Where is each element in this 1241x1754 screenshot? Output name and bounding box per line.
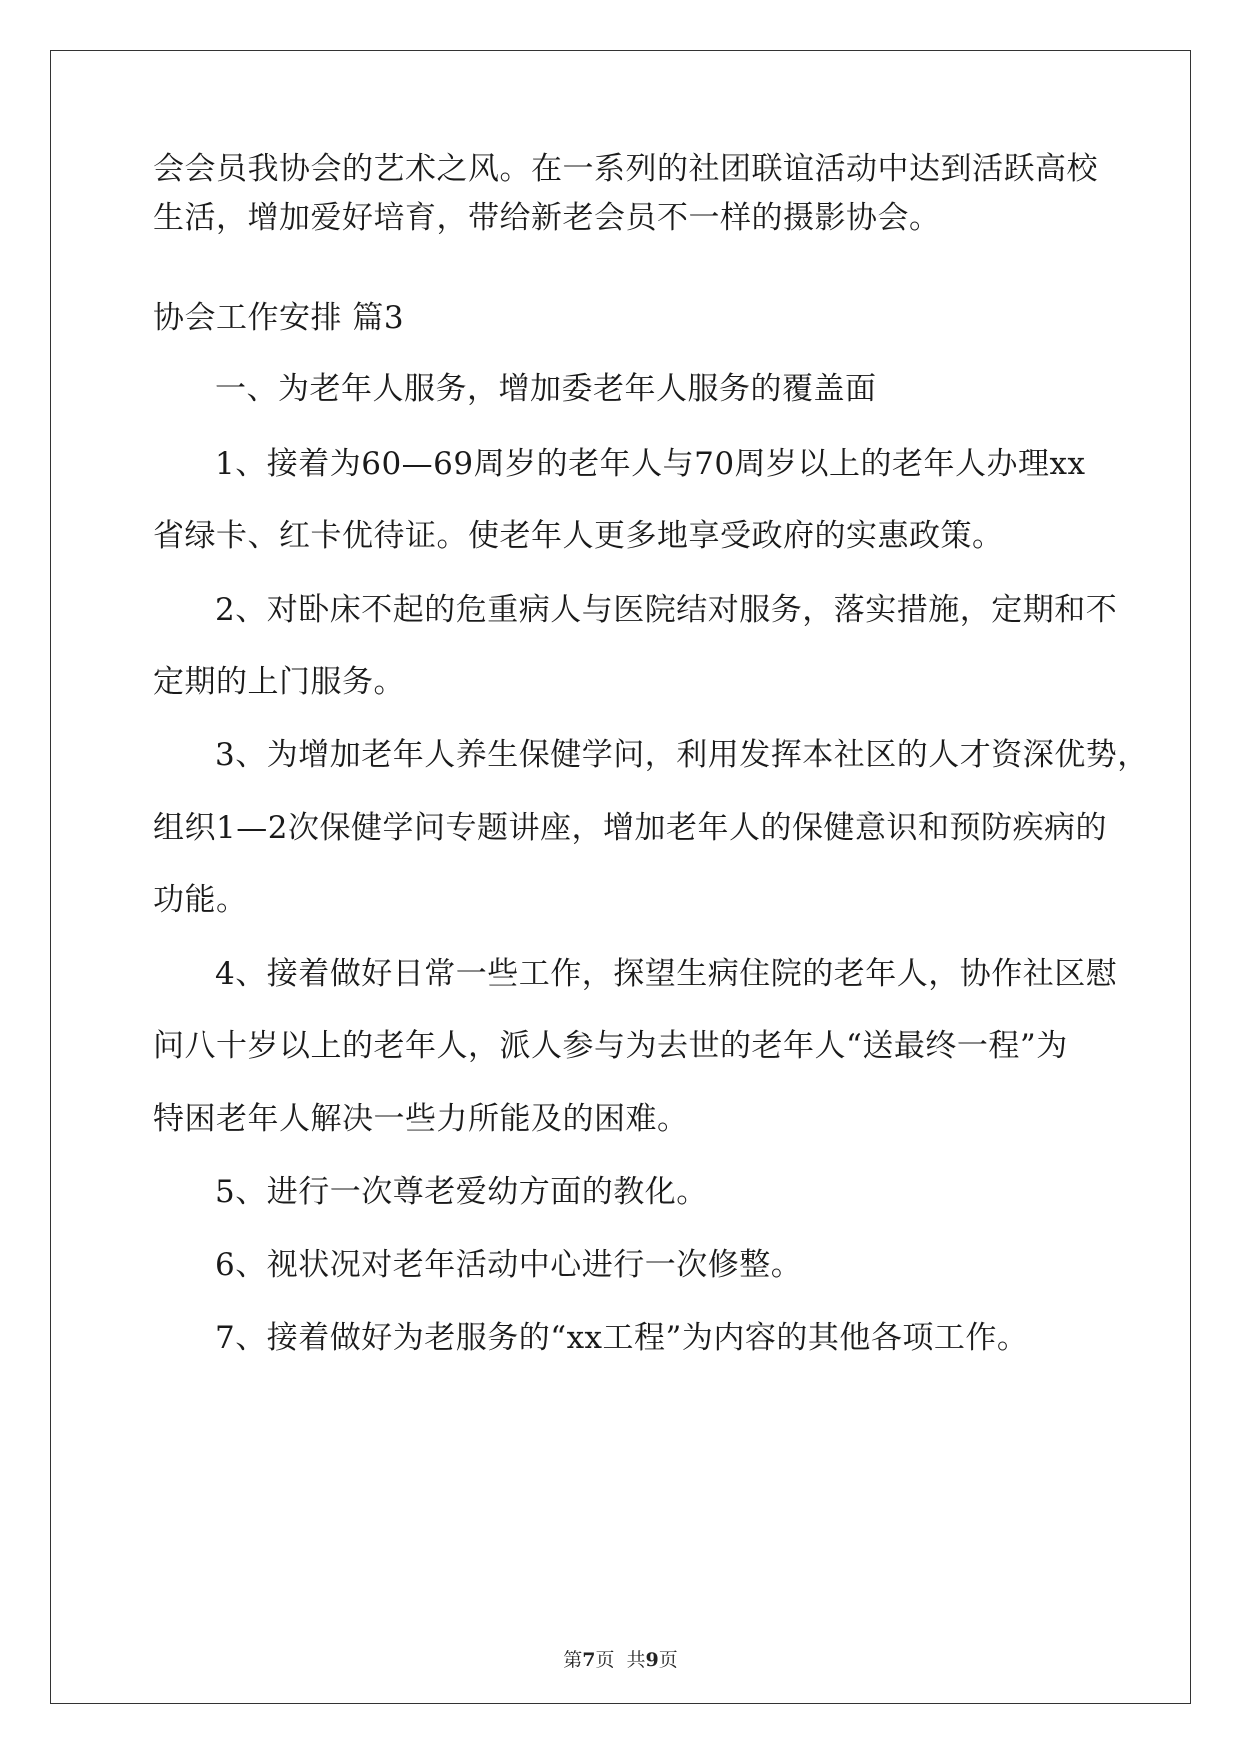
text-line: 生活，增加爱好培育，带给新老会员不一样的摄影协会。 bbox=[153, 200, 941, 236]
text-line: 功能。 bbox=[153, 882, 248, 918]
text-line: 1、接着为60—69周岁的老年人与70周岁以上的老年人办理xx bbox=[215, 446, 1086, 482]
footer-prefix: 第 bbox=[563, 1649, 583, 1671]
text-line: 组织1—2次保健学问专题讲座，增加老年人的保健意识和预防疾病的 bbox=[153, 810, 1107, 846]
page-footer bbox=[0, 1648, 1241, 1672]
text-line: 4、接着做好日常一些工作，探望生病住院的老年人，协作社区慰 bbox=[215, 956, 1118, 992]
text-line: 3、为增加老年人养生保健学问，利用发挥本社区的人才资深优势， bbox=[215, 737, 1149, 773]
text-line: 定期的上门服务。 bbox=[153, 664, 405, 700]
text-line: 2、对卧床不起的危重病人与医院结对服务，落实措施，定期和不 bbox=[215, 592, 1118, 628]
total-page-number: 9 bbox=[645, 1649, 659, 1671]
text-line: 省绿卡、红卡优待证。使老年人更多地享受政府的实惠政策。 bbox=[153, 518, 1004, 554]
section-heading: 协会工作安排 篇3 bbox=[153, 300, 405, 336]
text-line: 特困老年人解决一些力所能及的困难。 bbox=[153, 1101, 689, 1137]
text-line: 一、为老年人服务，增加委老年人服务的覆盖面 bbox=[215, 371, 877, 407]
footer-middle: 页 共 bbox=[595, 1649, 646, 1671]
current-page-number: 7 bbox=[582, 1649, 596, 1671]
text-line: 6、视状况对老年活动中心进行一次修整。 bbox=[215, 1247, 803, 1283]
text-line: 会会员我协会的艺术之风。在一系列的社团联谊活动中达到活跃高校 bbox=[153, 151, 1098, 187]
text-line: 5、进行一次尊老爱幼方面的教化。 bbox=[215, 1174, 708, 1210]
text-line: 问八十岁以上的老年人，派人参与为去世的老年人“送最终一程”为 bbox=[153, 1028, 1068, 1064]
footer-suffix: 页 bbox=[658, 1649, 678, 1671]
text-line: 7、接着做好为老服务的“xx工程”为内容的其他各项工作。 bbox=[215, 1320, 1029, 1356]
